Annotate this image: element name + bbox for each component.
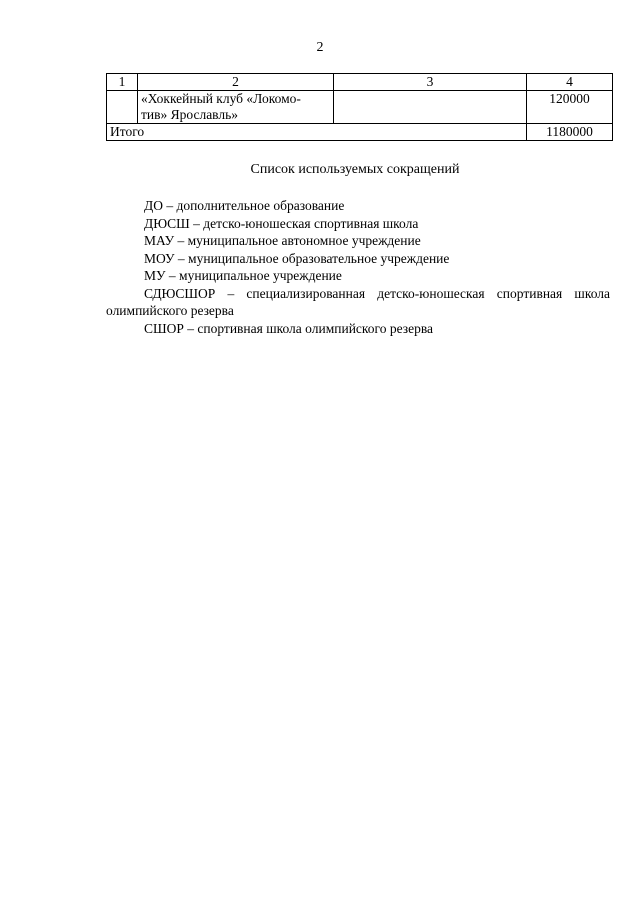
abbreviation-item: СШОР – спортивная школа олимпийского резерва	[144, 320, 434, 336]
total-value: 1180000	[527, 124, 613, 141]
abbreviation-item: МАУ – муниципальное автономное учреждение	[144, 233, 421, 248]
table-header-cell: 4	[527, 74, 613, 91]
table-cell-number	[107, 91, 138, 124]
abbreviation-item: МУ – муниципальное учреждение	[144, 268, 342, 283]
table-row	[107, 91, 613, 124]
table-header-row	[107, 74, 613, 91]
table-header-cell: 2	[138, 74, 334, 91]
abbreviation-item: ДЮСШ – детско-юношеская спортивная школа	[144, 215, 419, 231]
table-cell-organization	[138, 91, 334, 124]
abbreviation-item: МОУ – муниципальное образовательное учреждение	[144, 250, 450, 266]
table-cell-empty	[334, 91, 527, 124]
total-label: Итого	[107, 124, 527, 141]
abbreviation-item: СДЮСШОР – специализированная детско-юношеская спортивная школа олимпийского резерва	[106, 285, 610, 318]
organization-line-1: «Хоккейный клуб «Локомо-	[141, 91, 301, 106]
data-table	[106, 73, 613, 141]
abbreviations-title: Список используемых сокращений	[250, 162, 460, 177]
table-total-row	[107, 124, 613, 141]
abbreviations-list	[106, 197, 610, 337]
organization-line-2: тив» Ярославль»	[141, 107, 239, 122]
table-header-cell: 1	[107, 74, 138, 91]
page-number: 2	[316, 40, 324, 55]
abbreviation-item: ДО – дополнительное образование	[144, 198, 345, 213]
table-header-cell: 3	[334, 74, 527, 91]
table-cell-amount: 120000	[527, 91, 613, 124]
